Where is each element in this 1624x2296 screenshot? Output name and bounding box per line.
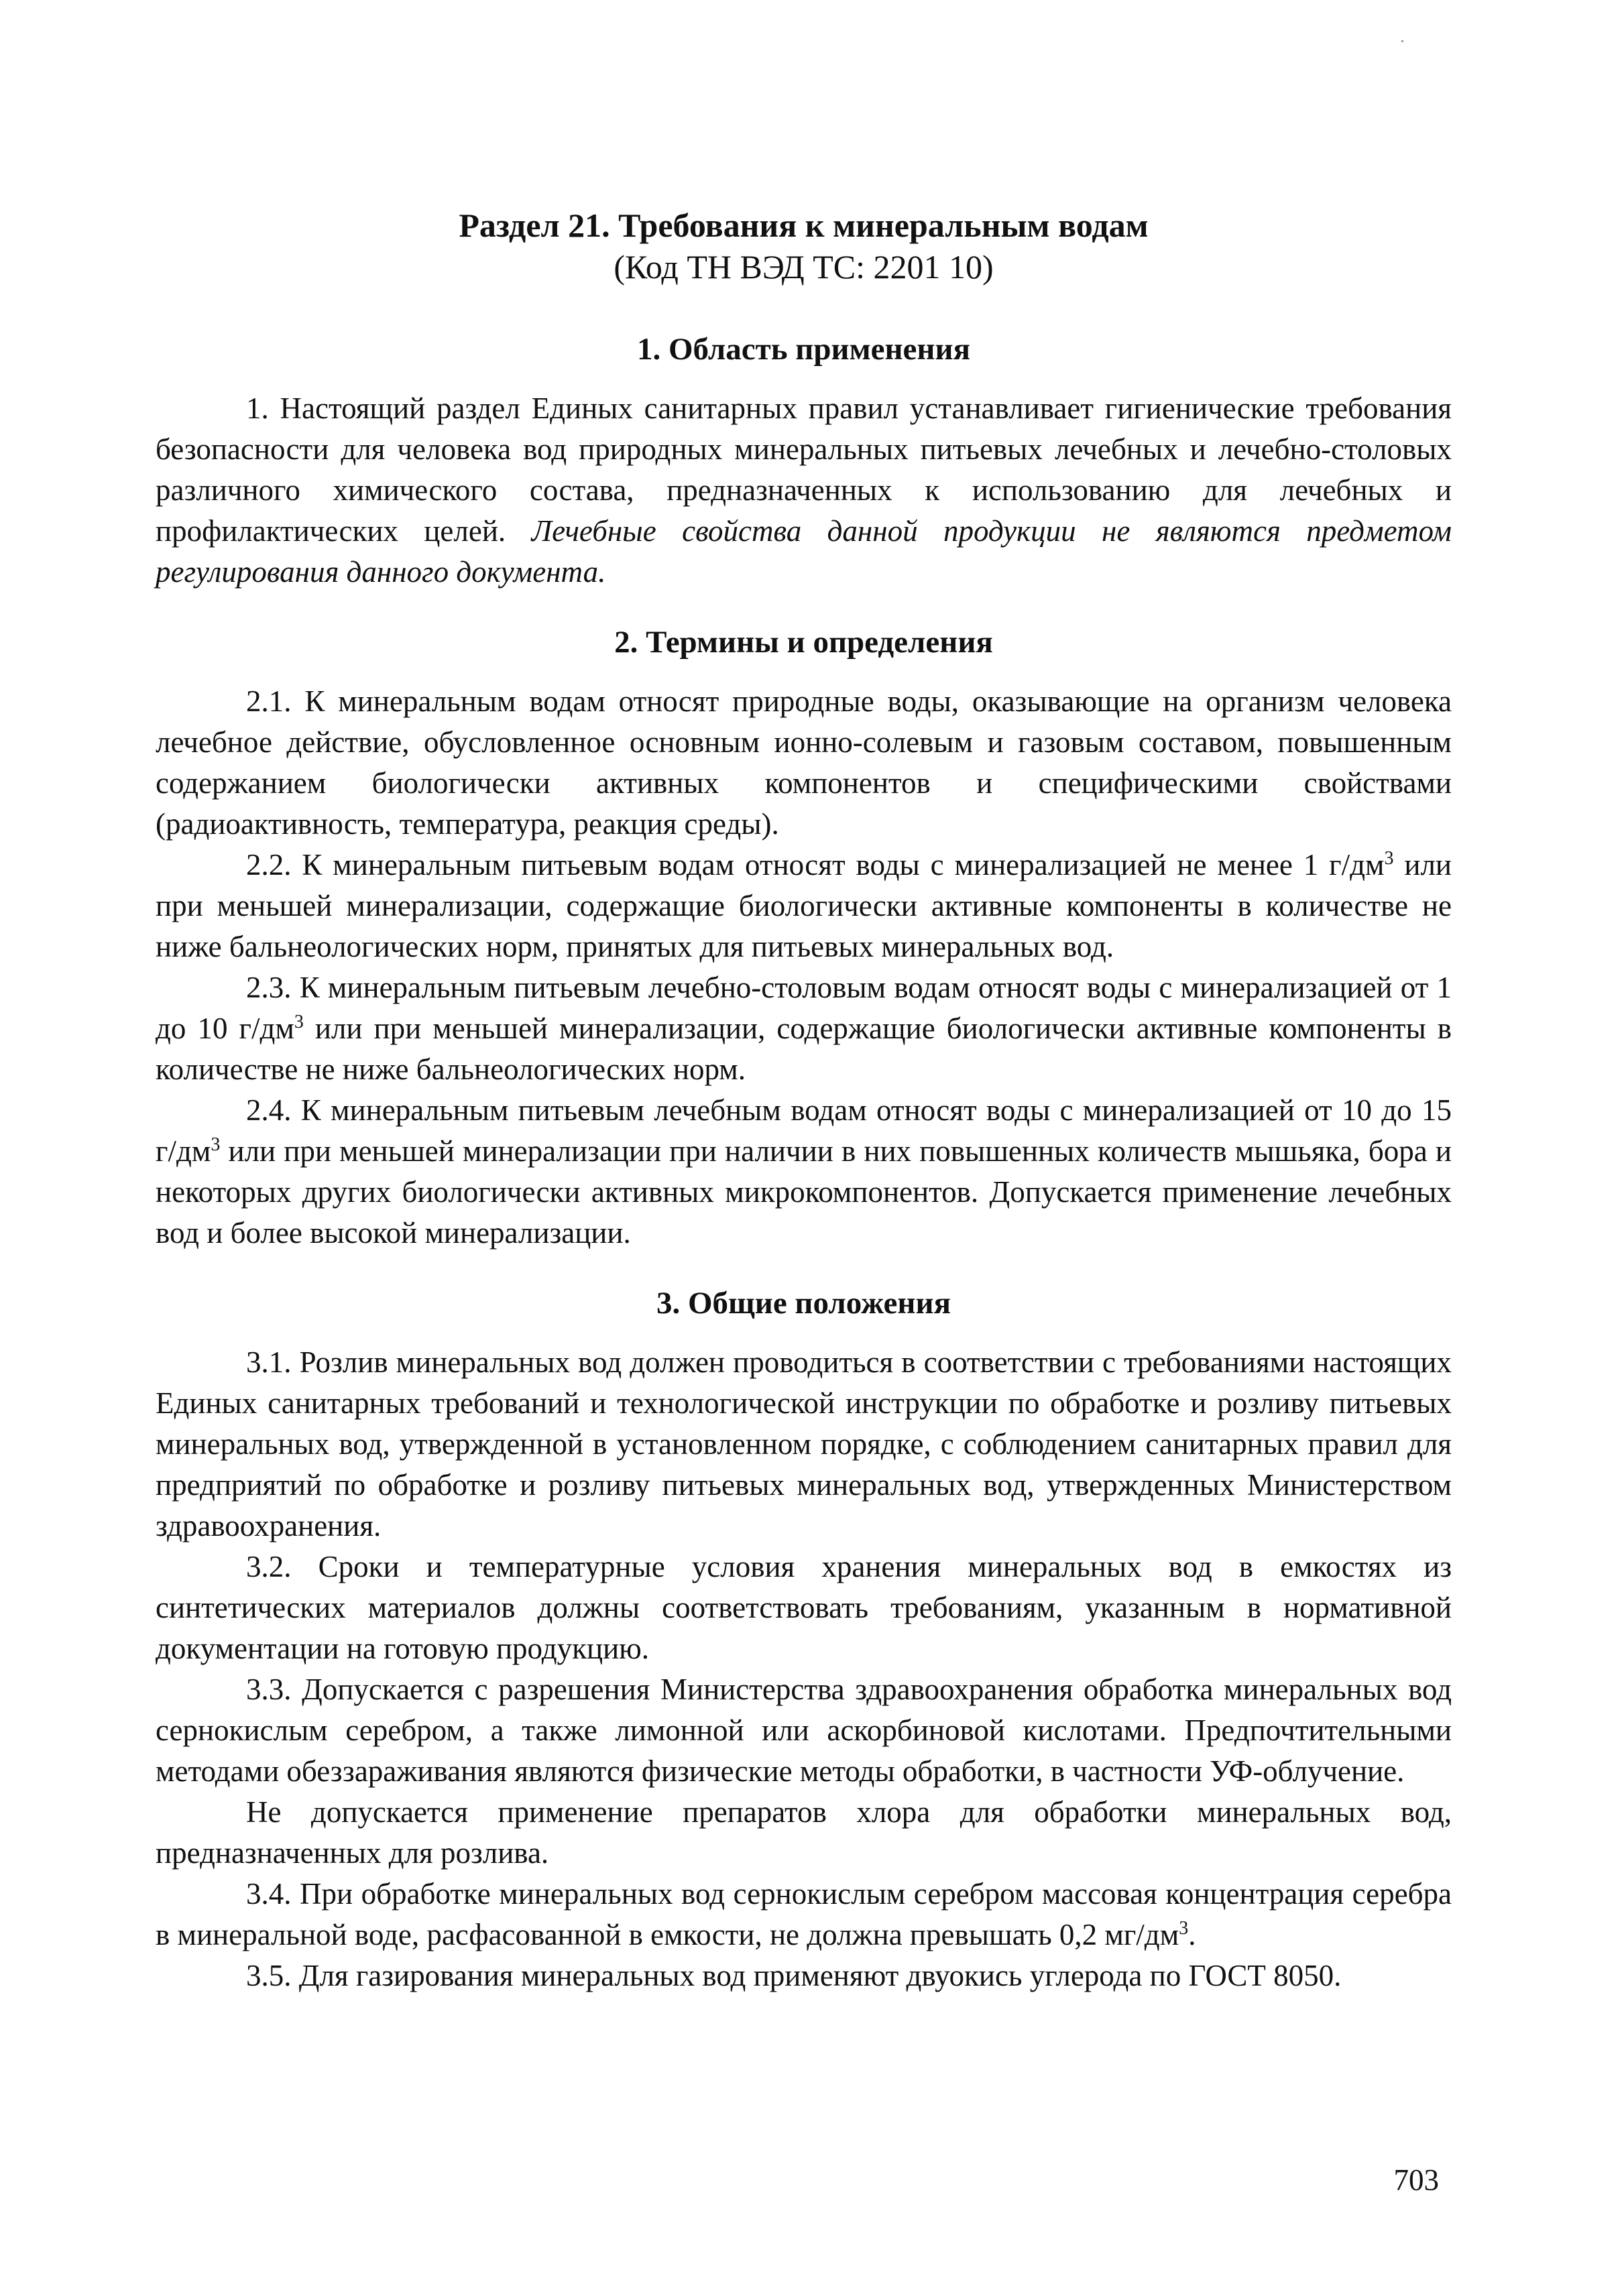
superscript: 3 [1384,848,1394,869]
superscript: 3 [1179,1918,1189,1939]
paragraph-text: или при меньшей минерализации, содержащие биологически активные компоненты в количестве не ниже бальнеологических норм, принятых для питьевых минеральных вод. [156,848,1452,963]
superscript: 3 [211,1134,221,1155]
paragraph-text: или при меньшей минерализации, содержащие биологически активные компоненты в количестве не ниже бальнеологических норм. [156,1012,1452,1086]
paragraph-text: . [1188,1918,1196,1951]
paragraph-2-3 [156,967,1452,1090]
paragraph-text: или при меньшей минерализации при наличии в них повышенных количеств мышьяка, бора и некоторых других биологически активных микрокомпонентов. Допускается применение лечебных вод и более высокой минерализации. [156,1134,1452,1250]
paragraph-2-1: 2.1. К минеральным водам относят природные воды, оказывающие на организм человека лечебное действие, обусловленное основным ионно-солевым и газовым составом, повышенным содержанием биологически активных компонентов и специфическими свойствами (радиоактивность, температура, реакция среды). [156,684,1452,841]
paragraph-3-5: 3.5. Для газирования минеральных вод применяют двуокись углерода по ГОСТ 8050. [246,1959,1342,1992]
page-number: 703 [1393,2163,1439,2197]
document-title: Раздел 21. Требования к минеральным водам [459,206,1149,244]
paragraph-text: 2.2. К минеральным питьевым водам относят воды с минерализацией не менее 1 г/дм [246,848,1385,882]
italic-note: Лечебные свойства данной продукции не являются предметом регулирования данного документа. [156,514,1452,589]
paragraph-text: 3.4. При обработке минеральных вод сернокислым серебром массовая концентрация серебра в минеральной воде, расфасованной в емкости, не должна превышать 0,2 мг/дм [156,1877,1452,1951]
paragraph-1 [156,388,1452,593]
paragraph-3-3: 3.3. Допускается с разрешения Министерства здравоохранения обработка минеральных вод сернокислым серебром, а также лимонной или аскорбиновой кислотами. Предпочтительными методами обеззараживания являются физические методы обработки, в частности УФ-облучение. [156,1673,1452,1788]
paragraph-3-3-note: Не допускается применение препаратов хлора для обработки минеральных вод, предназначенных для розлива. [156,1795,1452,1870]
paragraph-3-4 [156,1874,1452,1955]
paragraph-2-2 [156,845,1452,967]
paragraph-text: 2.3. К минеральным питьевым лечебно-столовым водам относят воды с минерализацией от 1 до 10 г/дм [156,971,1452,1045]
section-heading-general: 3. Общие положения [656,1286,951,1321]
document-subtitle: (Код ТН ВЭД ТС: 2201 10) [614,248,994,286]
paragraph-3-1: 3.1. Розлив минеральных вод должен проводиться в соответствии с требованиями настоящих Единых санитарных требований и технологической инструкции по обработке и розливу питьевых минеральных вод, утвержденной в установленном порядке, с соблюдением санитарных правил для предприятий по обработке и розливу питьевых минеральных вод, утвержденных Министерством здравоохранения. [156,1345,1452,1543]
superscript: 3 [294,1012,304,1032]
section-heading-scope: 1. Область применения [636,332,970,367]
document-body [156,204,1452,1996]
paragraph-3-2: 3.2. Сроки и температурные условия хранения минеральных вод в емкостях из синтетических материалов должны соответствовать требованиям, указанным в нормативной документации на готовую продукцию. [156,1550,1452,1665]
paragraph-text: 1. Настоящий раздел Единых санитарных правил устанавливает гигиенические требования безопасности для человека вод природных минеральных питьевых лечебных и лечебно-столовых различного химического состава, предназначенных к использованию для лечебных и профилактических целей. [156,391,1452,548]
paragraph-text: 2.4. К минеральным питьевым лечебным водам относят воды с минерализацией от 10 до 15 г/дм [156,1093,1452,1168]
paragraph-2-4 [156,1090,1452,1254]
scan-speck [1401,40,1403,42]
section-heading-terms: 2. Термины и определения [614,625,993,660]
